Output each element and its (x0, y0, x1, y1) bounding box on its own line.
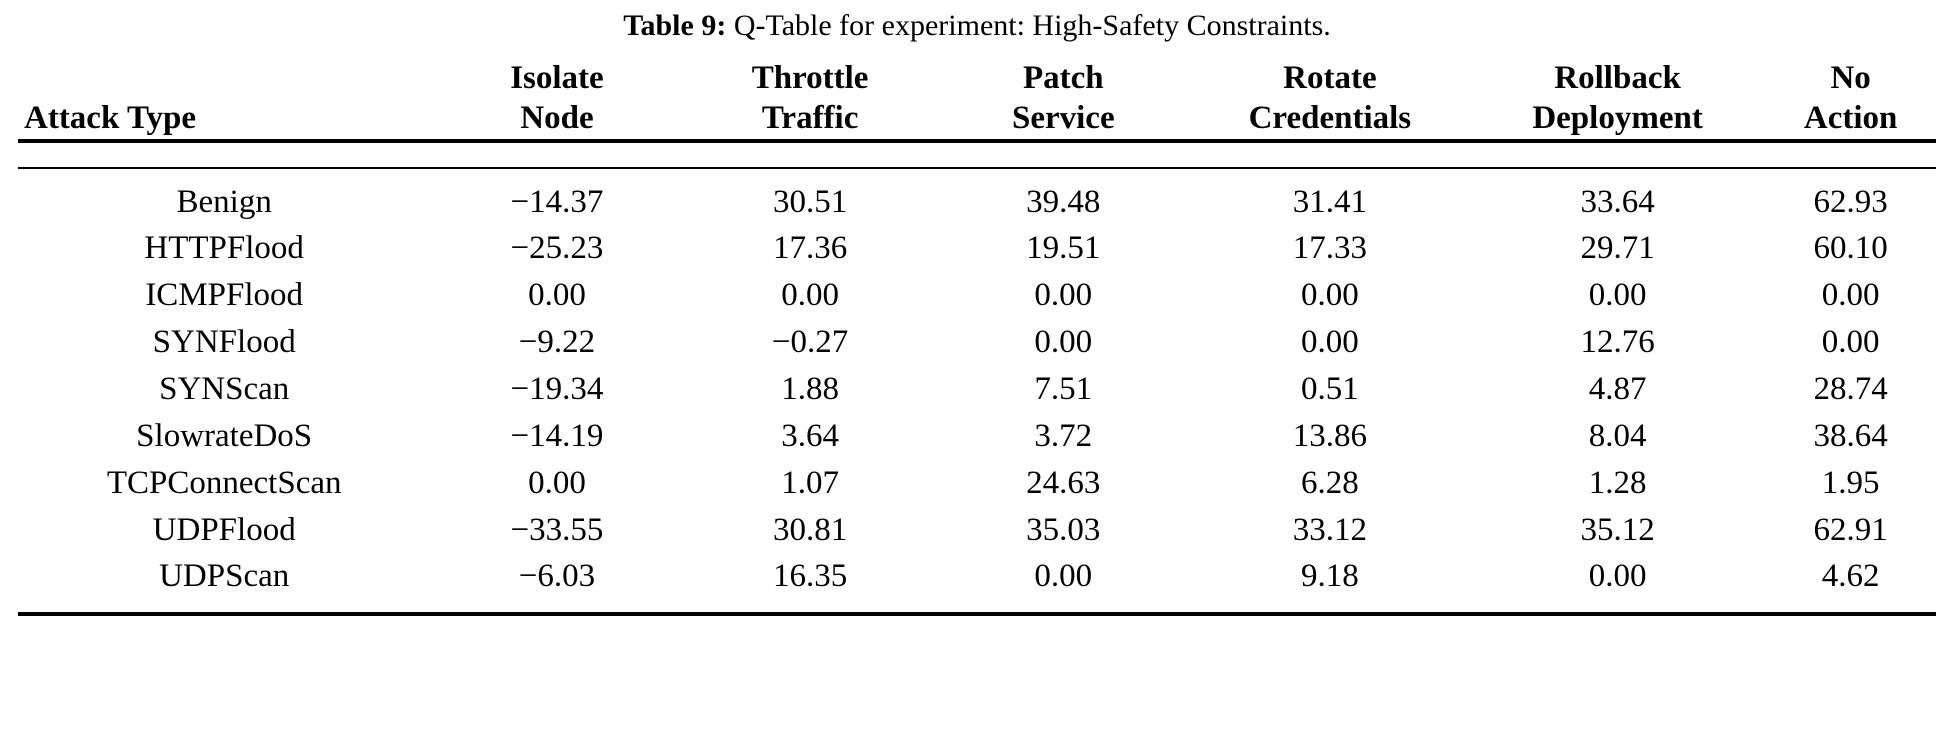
cell-value: −0.27 (771, 324, 849, 361)
column-header-no-action: No Action (1803, 60, 1898, 137)
row-label: UDPFlood (152, 511, 296, 548)
body-spacer-top (18, 169, 1936, 179)
cell-value: 0.51 (1301, 370, 1359, 407)
header-spacer-top (18, 143, 1936, 157)
column-header-rollback-deployment: Rollback Deployment (1532, 60, 1703, 137)
cell-value: 13.86 (1292, 417, 1367, 454)
cell-value: 4.87 (1588, 370, 1647, 407)
table-row (18, 507, 1936, 554)
table-row (18, 553, 1936, 600)
row-label: TCPConnectScan (106, 464, 342, 501)
cell-value: 1.28 (1588, 464, 1647, 501)
table-body (18, 157, 1936, 617)
cell-value: 0.00 (1034, 324, 1093, 361)
table-header (18, 58, 1936, 141)
row-label: SYNFlood (152, 324, 296, 361)
row-label: ICMPFlood (145, 277, 304, 314)
cell-value: 16.35 (772, 558, 848, 595)
cell-value: −33.55 (510, 511, 604, 548)
cell-value: 17.36 (772, 230, 848, 267)
column-header-throttle-traffic: Throttle Traffic (751, 60, 869, 137)
column-header-rotate-credentials: Rotate Credentials (1248, 60, 1412, 137)
rule-bottom (18, 614, 1936, 616)
cell-value: −14.19 (510, 417, 604, 454)
column-header-isolate-node: Isolate Node (510, 60, 604, 137)
row-label: SlowrateDoS (136, 417, 313, 454)
body-spacer-bottom (18, 600, 1936, 614)
cell-value: 38.64 (1813, 417, 1888, 454)
cell-value: 62.93 (1813, 183, 1888, 220)
cell-value: 0.00 (1034, 558, 1093, 595)
table-row (18, 225, 1936, 272)
caption-label: Table 9: (623, 9, 727, 42)
row-label: UDPScan (159, 558, 290, 595)
cell-value: 1.07 (781, 464, 839, 501)
cell-value: 60.10 (1813, 230, 1888, 267)
header-spacer-bottom (18, 157, 1936, 168)
cell-value: 8.04 (1588, 417, 1647, 454)
cell-value: −25.23 (510, 230, 604, 267)
cell-value: 24.63 (1026, 464, 1101, 501)
cell-value: 19.51 (1026, 230, 1101, 267)
cell-value: 30.81 (772, 511, 848, 548)
cell-value: −19.34 (510, 370, 604, 407)
cell-value: −9.22 (518, 324, 596, 361)
row-label: SYNScan (159, 370, 290, 407)
cell-value: 0.00 (1588, 277, 1647, 314)
table-row (18, 319, 1936, 366)
cell-value: 0.00 (528, 464, 586, 501)
cell-value: 28.74 (1813, 370, 1888, 407)
cell-value: −6.03 (518, 558, 596, 595)
row-label: Benign (176, 183, 272, 220)
cell-value: 62.91 (1813, 511, 1888, 548)
cell-value: 0.00 (1821, 277, 1880, 314)
table-row (18, 179, 1936, 226)
header-row (18, 58, 1936, 141)
cell-value: 0.00 (1301, 277, 1359, 314)
caption-text: Q-Table for experiment: High-Safety Constraints. (733, 9, 1331, 42)
cell-value: 0.00 (1821, 324, 1880, 361)
cell-value: 33.64 (1580, 183, 1655, 220)
cell-value: 35.03 (1026, 511, 1101, 548)
cell-value: 7.51 (1034, 370, 1093, 407)
column-header-patch-service: Patch Service (1011, 60, 1115, 137)
cell-value: 1.88 (781, 370, 839, 407)
cell-value: 33.12 (1292, 511, 1367, 548)
cell-value: 0.00 (1034, 277, 1093, 314)
cell-value: 0.00 (528, 277, 586, 314)
cell-value: −14.37 (510, 183, 604, 220)
cell-value: 0.00 (1588, 558, 1647, 595)
table-caption (18, 0, 1936, 58)
cell-value: 3.72 (1034, 417, 1093, 454)
cell-value: 3.64 (781, 417, 839, 454)
q-table (18, 58, 1936, 616)
cell-value: 29.71 (1580, 230, 1655, 267)
cell-value: 39.48 (1026, 183, 1101, 220)
cell-value: 4.62 (1821, 558, 1880, 595)
cell-value: 35.12 (1580, 511, 1655, 548)
cell-value: 30.51 (772, 183, 848, 220)
table-row (18, 272, 1936, 319)
cell-value: 12.76 (1580, 324, 1655, 361)
table-row (18, 460, 1936, 507)
cell-value: 0.00 (1301, 324, 1359, 361)
cell-value: 0.00 (781, 277, 839, 314)
table-row (18, 413, 1936, 460)
cell-value: 17.33 (1292, 230, 1367, 267)
column-header-attack-type: Attack Type (24, 100, 197, 137)
row-label: HTTPFlood (144, 230, 304, 267)
cell-value: 31.41 (1292, 183, 1367, 220)
cell-value: 1.95 (1821, 464, 1880, 501)
table-row (18, 366, 1936, 413)
cell-value: 9.18 (1301, 558, 1359, 595)
cell-value: 6.28 (1301, 464, 1359, 501)
